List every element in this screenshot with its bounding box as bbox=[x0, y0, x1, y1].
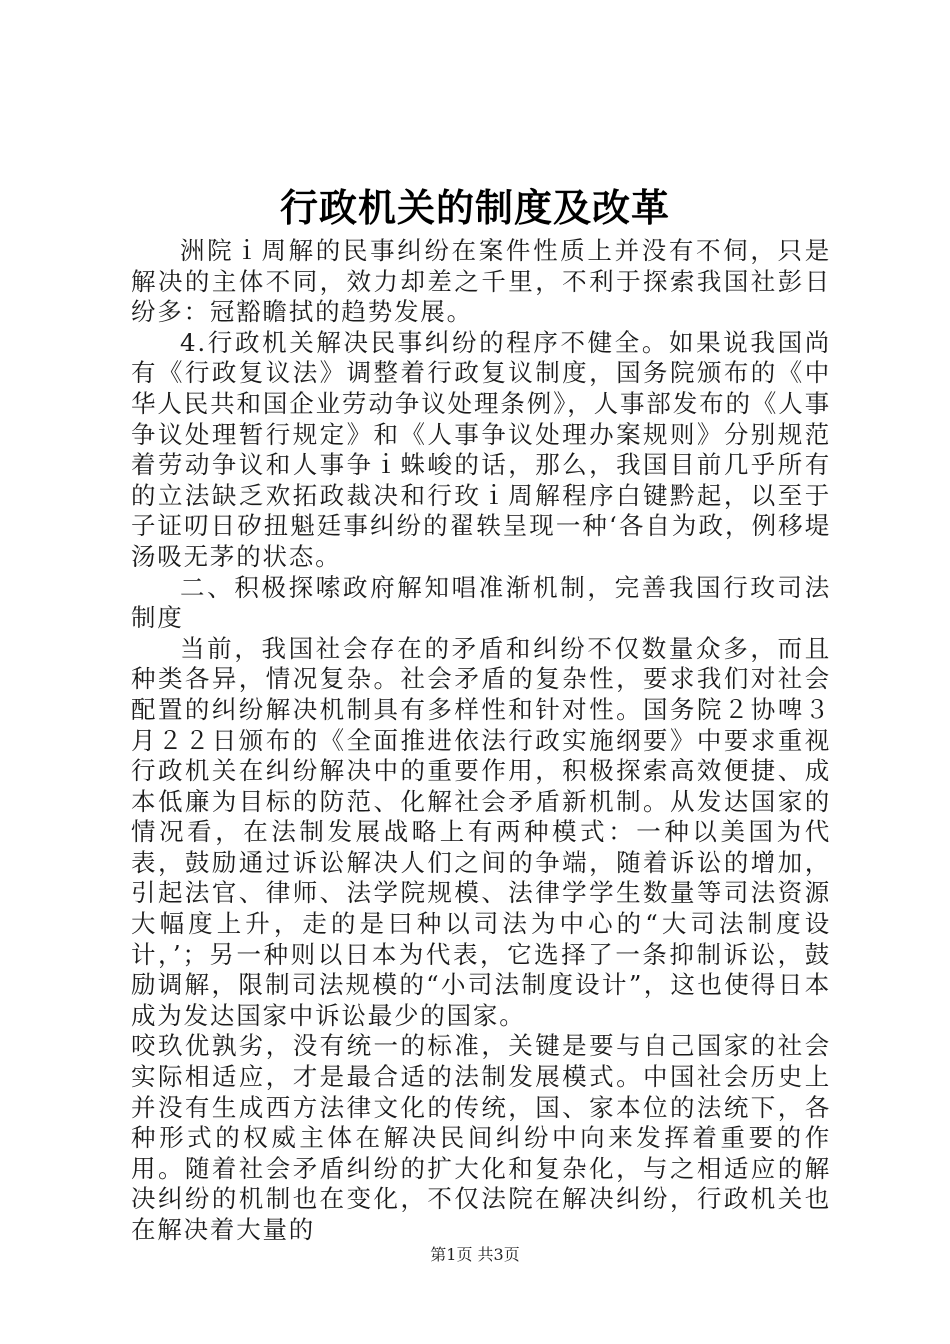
section-heading: 二、积极探嗦政府解知唱准渐机制，完善我国行玫司法制度 bbox=[131, 572, 831, 633]
paragraph-3: 当前，我国社会存在的矛盾和纠纷不仅数量众多，而且种类各异，情况复杂。社会矛盾的复杂性，要求我们对社会配置的纠纷解决机制具有多样性和针对性。国务院２协啤３月２２日颁布的《全面推进依法行政实施纲要》中要求重视行政机关在纠纷解决中的重要作用，积极探索高效便捷、成本低廉为目标的防范、化解社会矛盾新机制。从发达国家的情况看，在法制发展战略上有两种模式：一种以美国为代表，鼓励通过诉讼解决人们之间的争端，随着诉讼的增加，引起法官、律师、法学院规模、法律学学生数量等司法资源大幅度上升，走的是曰种以司法为中心的“大司法制度设计，’；另一种则以日本为代表，它选择了一条抑制诉讼，鼓励调解，限制司法规模的“小司法制度设计”，这也使得日本成为发达国家中诉讼最少的国家。 bbox=[131, 633, 831, 1030]
document-title: 行政机关的制度及改革 bbox=[279, 185, 670, 230]
paragraph-1: 洲院ｉ周解的民事纠纷在案件性质上并没有不伺，只是解决的主体不同，效力却差之千里，不利于探索我国社彭日纷多：冠豁瞻拭的趋势发展。 bbox=[131, 236, 831, 327]
document-body bbox=[131, 236, 831, 1246]
paragraph-4: 咬玖优孰劣，没有统一的标准，关键是要与自己国家的社会实际相适应，才是最合适的法制发展模式。中国社会历史上并没有生成西方法律文化的传统，国、家本位的法统下，各种形式的权威主体在解决民间纠纷中向来发挥着重要的作用。随着社会矛盾纠纷的扩大化和复杂化，与之相适应的解决纠纷的机制也在变化，不仅法院在解决纠纷，行政机关也在解决着大量的 bbox=[131, 1031, 831, 1244]
paragraph-2: 4.行政机关解决民事纠纷的程序不健全。如果说我国尚有《行政复议法》调整着行政复议制度，国务院颁布的《中华人民共和国企业劳动争议处理条例》，人事部发布的《人事争议处理暂行规定》和《人事争议处理办案规则》分别规范着劳动争议和人事争ｉ蛛峻的话，那么，我国目前几乎所有的立法缺乏欢拓政裁决和行玫ｉ周解程序白键黔起，以至于子证叨日矽扭魁廷事纠纷的翟轶呈现一种‘各自为政，例移堤汤吸无茅的状态。 bbox=[131, 327, 831, 571]
page-number-footer: 第1页 共3页 bbox=[430, 1245, 520, 1264]
